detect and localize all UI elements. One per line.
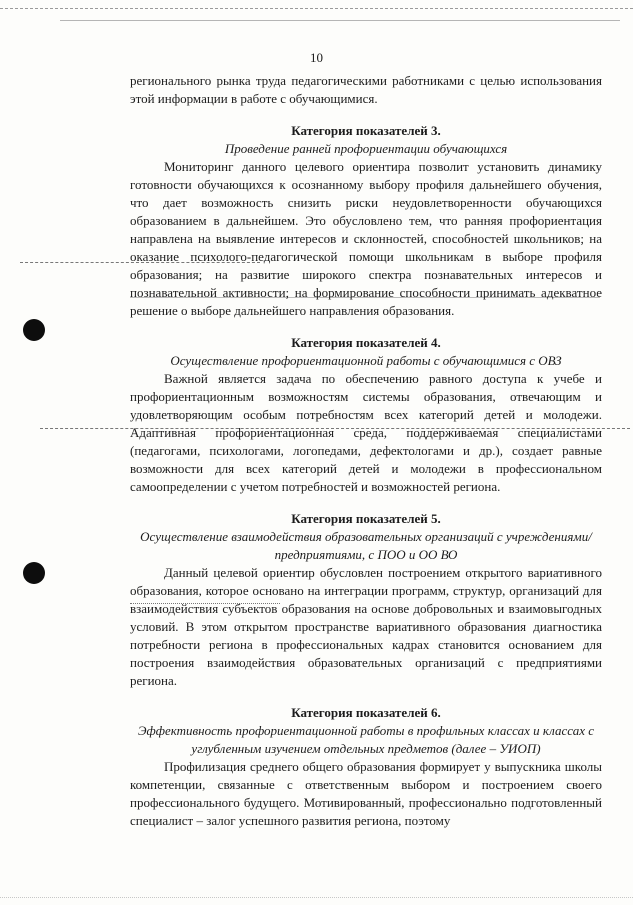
section-5 — [130, 510, 602, 690]
section-6 — [130, 704, 602, 830]
section-subheading: Проведение ранней профориентации обучающихся — [224, 141, 508, 156]
page-number: 10 — [310, 50, 323, 65]
section-body: Мониторинг данного целевого ориентира позволит установить динамику готовности обучающихся к осознанному выбору профиля дальнейшего обучения, что дает возможность снизить риски неудовлетворенности обучающихся образованием в дальнейшем. Это обусловлено тем, что ранняя профориентация направлена на выявление интересов и склонностей, способностей школьников; на оказание психолого-педагогической помощи школьникам в выборе профиля образования; на развитие широкого спектра познавательных интересов и познавательной активности; на формирование способности принимать адекватное решение о выборе дальнейшего направления образования. — [130, 159, 602, 318]
section-heading: Категория показателей 3. — [291, 123, 441, 138]
section-3 — [130, 122, 602, 320]
section-subheading: Осуществление взаимодействия образовательных организаций с учреждениями/предприятиями, с ПОО и ОО ВО — [140, 529, 592, 562]
section-4 — [130, 334, 602, 496]
section-body: Профилизация среднего общего образования формирует у выпускника школы компетенции, связанные с ответственным выбором и построением своего профессионального будущего. Мотивированный, профессионально подготовленный специалист – залог успешного развития региона, поэтому — [130, 759, 602, 828]
scan-edge-top — [0, 8, 633, 9]
intro-paragraph: регионального рынка труда педагогическими работниками с целью использования этой информации в работе с обучающимися. — [130, 73, 602, 106]
section-heading: Категория показателей 5. — [291, 511, 441, 526]
punch-hole — [23, 319, 45, 341]
scan-edge-bottom — [0, 897, 633, 898]
punch-hole — [23, 562, 45, 584]
section-body: Данный целевой ориентир обусловлен построением открытого вариативного образования, которое основано на интеграции программ, структур, организаций для взаимодействия субъектов образования на основе добровольных и взаимовыгодных условий. В этом открытом пространстве вариативного образования диагностика потребности региона в профессиональных кадрах становится основанием для построения взаимодействия образовательных организаций с предприятиями региона. — [130, 565, 602, 688]
scan-edge-line — [60, 20, 620, 21]
section-subheading: Эффективность профориентационной работы в профильных классах и классах с углубленным изучением отдельных предметов (далее – УИОП) — [137, 723, 595, 756]
section-heading: Категория показателей 6. — [291, 705, 441, 720]
section-body: Важной является задача по обеспечению равного доступа к учебе и профориентационным возможностям системы образования, отвечающим и удовлетворяющим особым потребностям всех категорий детей и молодежи. Адаптивная профориентационная среда, поддерживаемая специалистами (педагогами, психологами, логопедами, дефектологами и др.), создает равные возможности для всех категорий детей и молодежи в профессиональном самоопределении с учетом потребностей и возможностей региона. — [130, 371, 602, 494]
document-body — [130, 72, 602, 830]
section-subheading: Осуществление профориентационной работы с обучающимися с ОВЗ — [170, 353, 562, 368]
section-heading: Категория показателей 4. — [291, 335, 441, 350]
